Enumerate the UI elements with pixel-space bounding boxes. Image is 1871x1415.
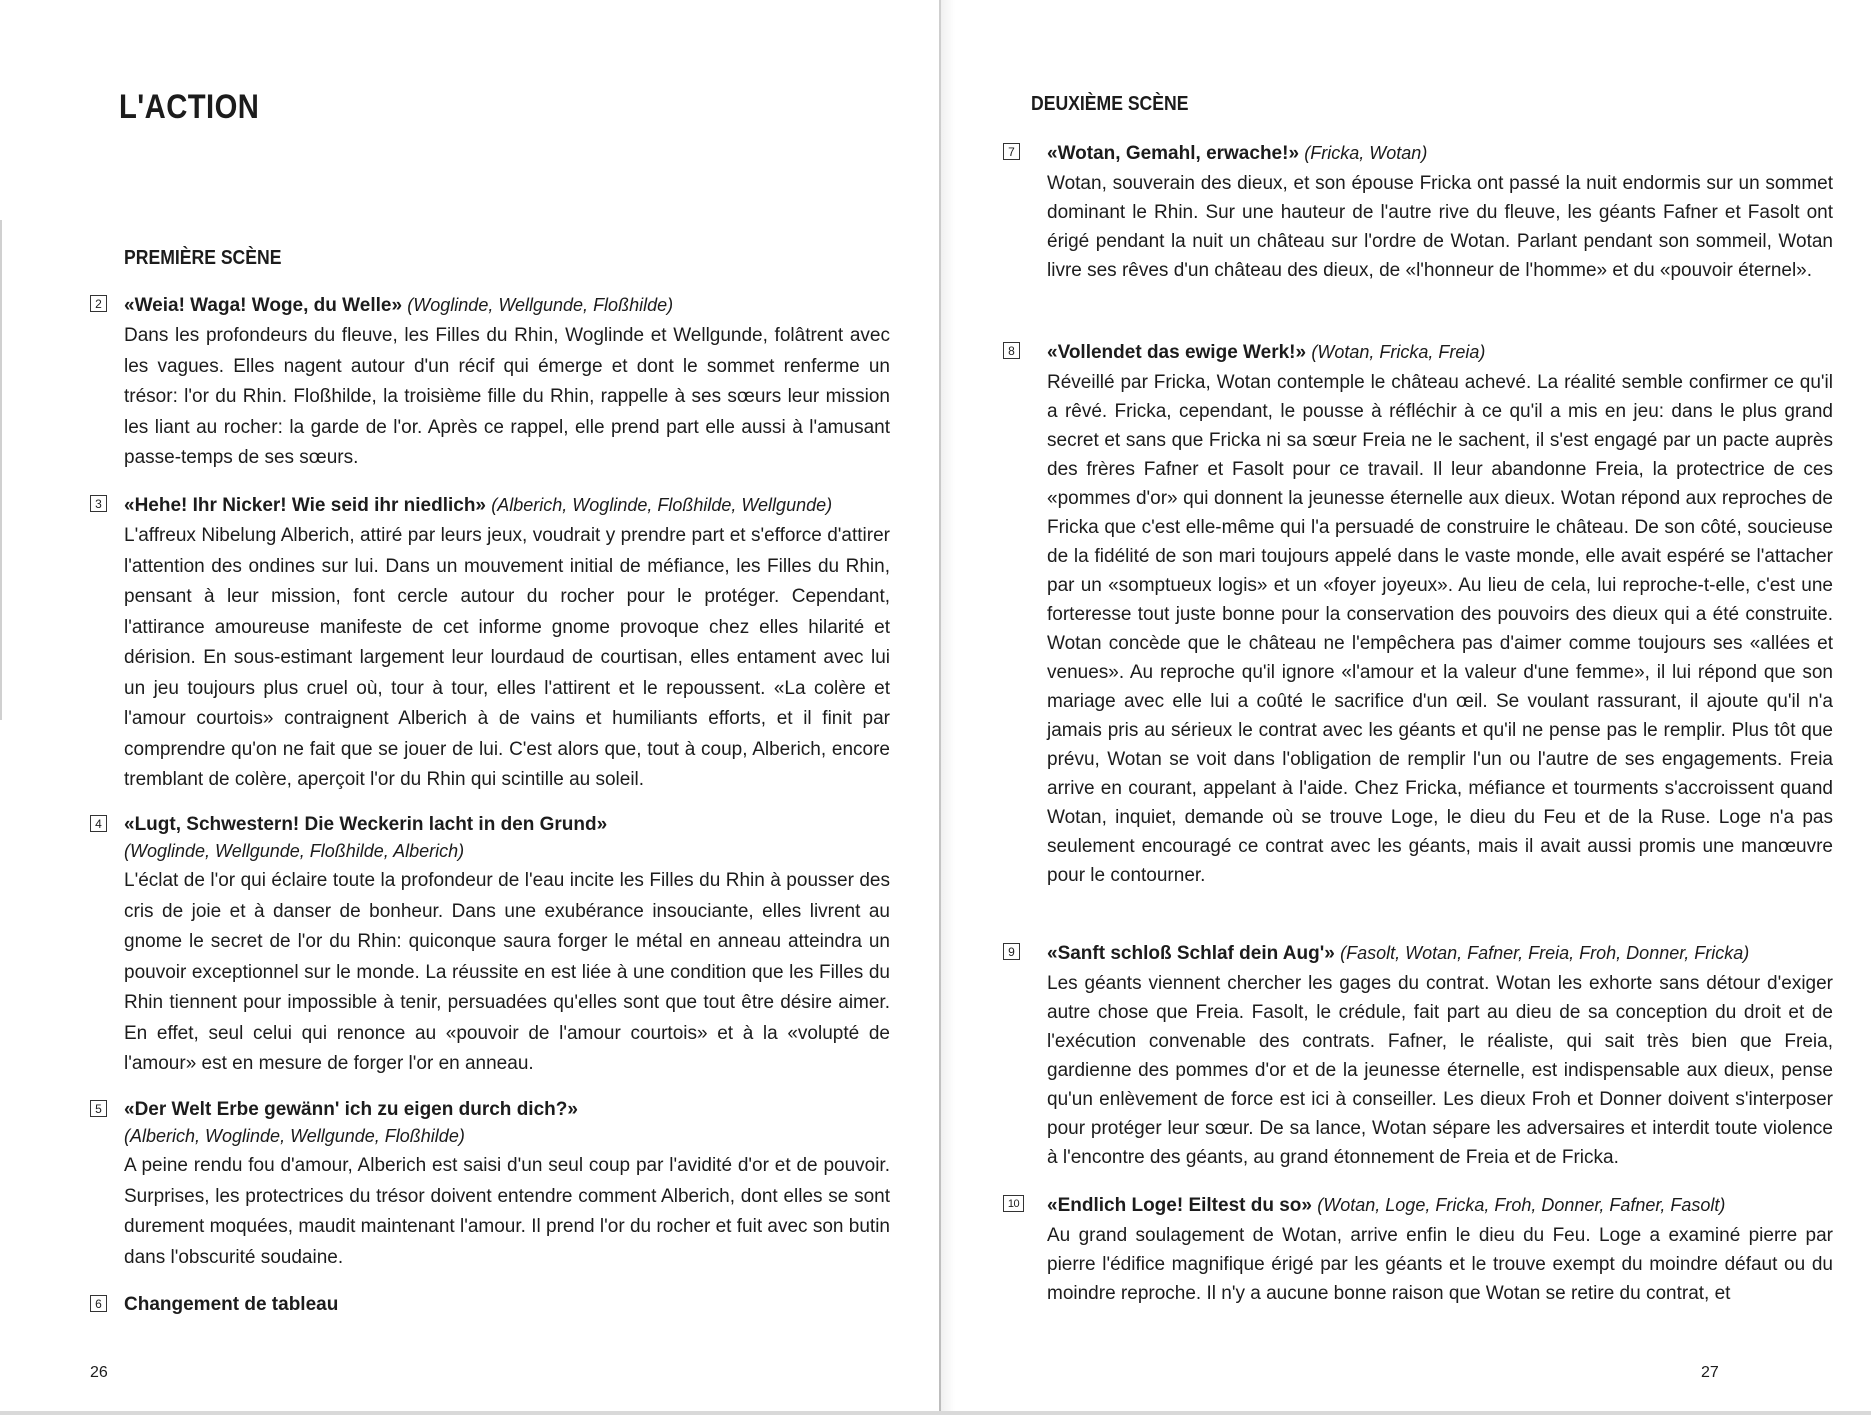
bottom-edge [0, 1411, 1871, 1415]
section-2 [90, 292, 890, 474]
section-number: 7 [1003, 143, 1020, 160]
section-text: Wotan, souverain des dieux, et son épouse Fricka ont passé la nuit endormis sur un sommet dominant le Rhin. Sur une hauteur de l'autre rive du fleuve, les géants Fafner et Fasolt ont érigé pendant la nuit un château sur l'ordre de Wotan. Parlant pendant son sommeil, Wotan livre ses rêves d'un château des dieux, de «l'honneur de l'homme» et du «pouvoir éternel». [1047, 173, 1833, 281]
section-characters: (Woglinde, Wellgunde, Floßhilde, Alberich) [124, 841, 465, 861]
page-title: L'ACTION [119, 88, 260, 126]
section-characters: (Woglinde, Wellgunde, Floßhilde) [407, 295, 674, 315]
section-5 [90, 1097, 890, 1273]
section-3 [90, 492, 890, 796]
section-heading [1047, 1192, 1833, 1219]
right-page [940, 0, 1871, 1415]
section-characters: (Fasolt, Wotan, Fafner, Freia, Froh, Donner, Fricka) [1340, 943, 1750, 963]
section-number: 3 [90, 495, 107, 512]
section-text: L'affreux Nibelung Alberich, attiré par leurs jeux, voudrait y prendre part et s'efforce d'attirer l'attention des ondines sur lui. Dans un mouvement initial de méfiance, les Filles du Rhin, pensant à leur mission, font cercle autour du rocher pour le protéger. Cependant, l'attirance amoureuse manifeste de cet informe gnome provoque chez elles hilarité et dérision. En sous-estimant largement leur lourdaud de courtisan, elles entament avec lui un jeu toujours plus cruel où, tour à tour, elles l'attirent et le repoussent. «La colère et l'amour courtois» contraignent Alberich à de vains et humiliants efforts, et il finit par comprendre qu'on ne fait que se jouer de lui. C'est alors que, tout à coup, Alberich, encore tremblant de colère, aperçoit l'or du Rhin qui scintille au soleil. [124, 525, 890, 790]
section-text: L'éclat de l'or qui éclaire toute la profondeur de l'eau incite les Filles du Rhin à pousser des cris de joie et à danser de bonheur. Dans une exubérance insouciante, elles livrent au gnome le secret de l'or du Rhin: quiconque saura forger le métal en anneau atteindra un pouvoir exceptionnel sur le monde. La réussite en est liée à une condition que les Filles du Rhin tiennent pour impossible à tenir, persuadées qu'elles sont que tout être désire aimer. En effet, seul celui qui renonce au «pouvoir de l'amour courtois» et à la «volupté de l'amour» est en mesure de forger l'or en anneau. [124, 870, 890, 1074]
section-heading [1047, 339, 1833, 366]
section-heading [124, 812, 890, 838]
section-number: 2 [90, 295, 107, 312]
section-quote: «Lugt, Schwestern! Die Weckerin lacht in den Grund» [124, 814, 608, 835]
section-text: Les géants viennent chercher les gages du contrat. Wotan les exhorte sans détour d'exiger autre chose que Freia. Fasolt, le crédule, fait part au dieu de sa conception du droit et de l'exécution convenable des contrats. Fafner, le réaliste, qui sait très bien que Freia, gardienne des pommes d'or et de la jeunesse éternelle, est indispensable aux dieux, pense qu'un enlèvement de force est ici à conseiller. Les dieux Froh et Donner doivent s'interposer pour protéger leur sœur. De sa lance, Wotan sépare les adversaires et interdit toute violence à l'encontre des géants, au grand étonnement de Freia et de Fricka. [1047, 973, 1833, 1168]
section-10 [1003, 1192, 1833, 1308]
section-heading [1047, 940, 1833, 967]
section-quote: «Der Welt Erbe gewänn' ich zu eigen durch dich?» [124, 1099, 578, 1120]
section-characters: (Fricka, Wotan) [1304, 143, 1428, 163]
section-content [1047, 940, 1833, 1172]
section-content [124, 812, 890, 1080]
section-number: 4 [90, 815, 107, 832]
section-number: 6 [90, 1295, 107, 1312]
section-content [124, 1292, 890, 1318]
section-heading [124, 492, 890, 519]
section-text: Dans les profondeurs du fleuve, les Filles du Rhin, Woglinde et Wellgunde, folâtrent avec les vagues. Elles nagent autour d'un récif qui émerge et dont le sommet renferme un trésor: l'or du Rhin. Floßhilde, la troisième fille du Rhin, rappelle à ses sœurs leur mission les liant au rocher: la garde de l'or. Après ce rappel, elle prend part elle aussi à l'amusant passe-temps de ses sœurs. [124, 325, 890, 468]
section-4 [90, 812, 890, 1080]
scene-title-first: PREMIÈRE SCÈNE [124, 247, 282, 269]
section-8 [1003, 339, 1833, 890]
section-content [124, 492, 890, 796]
section-quote: «Hehe! Ihr Nicker! Wie seid ihr niedlich» [124, 495, 486, 516]
section-7 [1003, 140, 1833, 285]
page-number: 26 [90, 1364, 108, 1381]
section-9 [1003, 940, 1833, 1172]
section-content [124, 292, 890, 474]
scene-title-second: DEUXIÈME SCÈNE [1031, 93, 1189, 115]
section-content [1047, 140, 1833, 285]
section-content [1047, 1192, 1833, 1308]
section-text: Réveillé par Fricka, Wotan contemple le château achevé. La réalité semble confirmer ce qu'il a rêvé. Fricka, cependant, le pousse à réfléchir à ce qu'il a mis en jeu: dans le plus grand secret et sans que Fricka ni sa sœur Freia ne le sachent, il s'est engagé par un pacte auprès des frères Fafner et Fasolt pour ce travail. Il leur abandonne Freia, la protectrice de ces «pommes d'or» qui donnent la jeunesse éternelle aux dieux. Wotan répond aux reproches de Fricka que c'est elle-même qui l'a persuadé de construire le château. De son côté, soucieuse de la fidélité de son mari toujours appelé dans le vaste monde, elle avait espéré se l'attacher par un «somptueux logis» et un «foyer joyeux». Au lieu de cela, lui reproche-t-elle, c'est une forteresse tout juste bonne pour la conservation des pouvoirs des dieux qui a été construite. Wotan concède que le château ne l'empêchera pas d'aimer comme toujours ses «allées et venues». Au reproche qu'il ignore «l'amour et la valeur d'une femme», il lui répond que son mariage avec elle lui a coûté le sacrifice d'un œil. Se voulant rassurant, il ajoute qu'il n'a jamais pris au sérieux le contrat avec les géants et qu'il ne pense pas le remplir. Plus tôt que prévu, Wotan se voit dans l'obligation de remplir l'un ou l'autre de ses engagements. Freia arrive en courant, appelant à l'aide. Chez Fricka, méfiance et tourments s'accroissent quand Wotan, inquiet, demande où se trouve Loge, le dieu du Feu et de la Ruse. Loge n'a pas seulement encouragé ce contrat avec les géants, mais il avait aussi promis une manœuvre pour le contourner. [1047, 372, 1833, 886]
section-quote: «Sanft schloß Schlaf dein Aug'» [1047, 943, 1335, 964]
section-heading [124, 292, 890, 319]
section-heading [124, 1292, 890, 1318]
section-characters: (Alberich, Woglinde, Floßhilde, Wellgunde) [491, 495, 833, 515]
section-quote: «Wotan, Gemahl, erwache!» [1047, 143, 1300, 164]
section-number: 5 [90, 1100, 107, 1117]
section-number: 10 [1003, 1195, 1024, 1212]
section-number: 9 [1003, 943, 1020, 960]
section-quote: «Weia! Waga! Woge, du Welle» [124, 295, 403, 316]
section-content [1047, 339, 1833, 890]
section-6 [90, 1292, 890, 1318]
section-text: Au grand soulagement de Wotan, arrive enfin le dieu du Feu. Loge a examiné pierre par pierre l'édifice magnifique érigé par les géants et le trouve exempt du moindre défaut ou du moindre reproche. Il n'y a aucune bonne raison que Wotan se retire du contrat, et [1047, 1225, 1833, 1304]
section-number: 8 [1003, 342, 1020, 359]
section-quote: Changement de tableau [124, 1294, 339, 1315]
section-characters: (Wotan, Loge, Fricka, Froh, Donner, Fafner, Fasolt) [1317, 1195, 1726, 1215]
section-characters: (Alberich, Woglinde, Wellgunde, Floßhilde) [124, 1126, 465, 1146]
section-heading [124, 1097, 890, 1123]
section-quote: «Endlich Loge! Eiltest du so» [1047, 1195, 1312, 1216]
section-characters: (Wotan, Fricka, Freia) [1311, 342, 1486, 362]
section-quote: «Vollendet das ewige Werk!» [1047, 342, 1307, 363]
section-heading [1047, 140, 1833, 167]
section-text: A peine rendu fou d'amour, Alberich est saisi d'un seul coup par l'avidité d'or et de pouvoir. Surprises, les protectrices du trésor doivent entendre comment Alberich, dont elles se sont durement moquées, maudit maintenant l'amour. Il prend l'or du rocher et fuit avec son butin dans l'obscurité soudaine. [124, 1155, 890, 1268]
section-content [124, 1097, 890, 1273]
page-number: 27 [1701, 1364, 1719, 1381]
